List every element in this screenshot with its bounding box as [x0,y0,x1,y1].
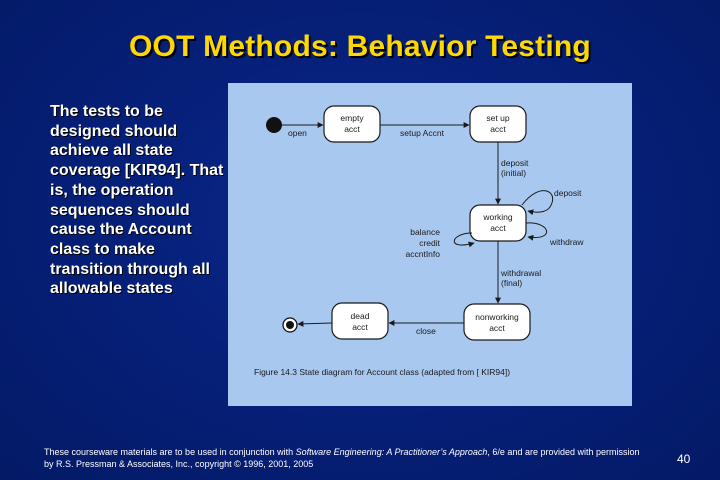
transition-withdraw-loop [526,223,547,238]
state-setup-label-1: set up [486,113,510,123]
state-setup-label-2: acct [490,124,506,134]
transition-withdrawal-final-label-2: (final) [501,278,523,288]
footer-text-part-2: , 6/e and are provided with permission by R.S. Pressman & Associates, Inc., copyright © 1996, 2001, 2005 [44,447,640,469]
footer-text-part-1: These courseware materials are to be used in conjunction with [44,447,296,457]
footer-book-title: Software Engineering: A Practitioner’s Approach [295,447,488,457]
transition-deposit-initial-label-1: deposit [501,158,529,168]
slide-title: OOT Methods: Behavior Testing [129,30,591,63]
diagram-caption: Figure 14.3 State diagram for Account class (adapted from [ KIR94]) [254,367,511,377]
state-nonworking-acct [464,304,530,340]
state-dead-label-2: acct [352,322,368,332]
state-nonworking-label-1: nonworking [475,312,519,322]
state-working-acct [470,205,526,241]
state-diagram [228,83,632,406]
transition-credit-label: credit [419,238,440,248]
state-working-label-1: working [483,212,513,222]
slide-body-text: The tests to be designed should achieve all state coverage [KIR94]. That is, the operation sequences should cause the Account class to make transition through all allowable states [50,103,224,298]
state-empty-acct [324,106,380,142]
state-setup-acct [470,106,526,142]
transition-open-label: open [288,128,307,138]
page-number: 40 [677,452,691,466]
transition-setup-label: setup Accnt [400,128,444,138]
transition-accntinfo-label: accntInfo [405,249,440,259]
initial-state-dot [266,117,282,133]
transition-deposit-label: deposit [554,188,582,198]
state-empty-label-1: empty [340,113,364,123]
transition-deposit-loop [522,191,553,213]
transition-close-label: close [416,326,436,336]
state-dead-label-1: dead [350,311,370,321]
transition-withdrawal-final-label-1: withdrawal [501,268,542,278]
slide-footer [44,446,644,470]
transition-deposit-initial-label-2: (initial) [501,168,527,178]
transition-final-arrow [298,323,332,324]
final-state-dot [283,318,297,332]
transition-withdraw-label: withdraw [550,237,584,247]
state-dead-acct [332,303,388,339]
state-working-label-2: acct [490,223,506,233]
state-empty-label-2: acct [344,124,360,134]
state-nonworking-label-2: acct [489,323,505,333]
state-diagram-svg [228,83,632,406]
transition-balance-label: balance [410,227,440,237]
